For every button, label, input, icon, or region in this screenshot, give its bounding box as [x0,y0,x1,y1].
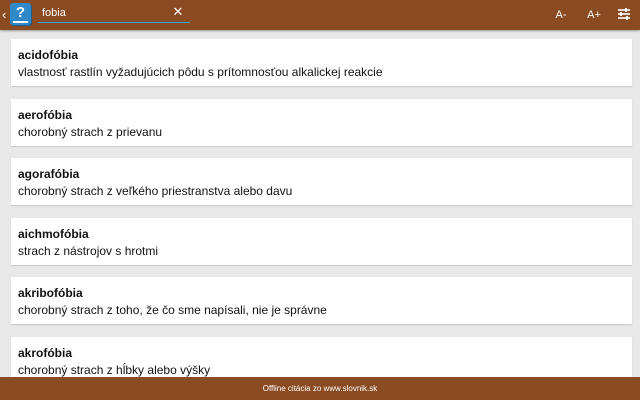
result-item[interactable] [11,218,632,265]
result-item[interactable] [11,99,632,146]
result-definition: vlastnosť rastlín vyžadujúcich pôdu s prítomnosťou alkalickej reakcie [18,65,383,79]
result-definition: strach z nástrojov s hrotmi [18,243,159,258]
decrease-font-button[interactable]: A- [555,9,567,21]
results-list [0,30,640,377]
sliders-icon[interactable] [616,6,632,22]
result-term: aerofóbia [18,107,73,122]
result-definition: chorobný strach z prievanu [18,124,163,139]
result-item[interactable] [11,277,632,324]
result-term: aichmofóbia [18,226,89,241]
result-definition: chorobný strach z toho, že čo sme napísali, nie je správne [18,303,327,317]
result-term: akribofóbia [18,286,83,300]
app-logo-glyph: ? [15,4,26,21]
result-item[interactable] [11,39,632,86]
footer-citation: Offline citácia zo www.slovnik.sk [0,377,640,400]
app-logo-page-edge [13,21,28,23]
result-item[interactable] [11,158,632,205]
result-definition: chorobný strach z hĺbky alebo výšky [18,362,211,377]
close-icon[interactable]: ✕ [172,4,184,19]
app-logo-icon[interactable] [10,3,31,25]
top-toolbar [0,0,640,30]
search-box[interactable] [38,4,190,23]
chevron-left-icon[interactable]: ‹ [2,7,7,22]
result-term: agorafóbia [18,167,80,181]
search-input[interactable] [42,5,162,21]
result-term: acidofóbia [18,48,79,62]
result-item[interactable] [11,337,632,378]
result-term: akrofóbia [18,345,73,360]
increase-font-button[interactable]: A+ [587,9,601,21]
result-definition: chorobný strach z veľkého priestranstva alebo davu [18,184,293,198]
